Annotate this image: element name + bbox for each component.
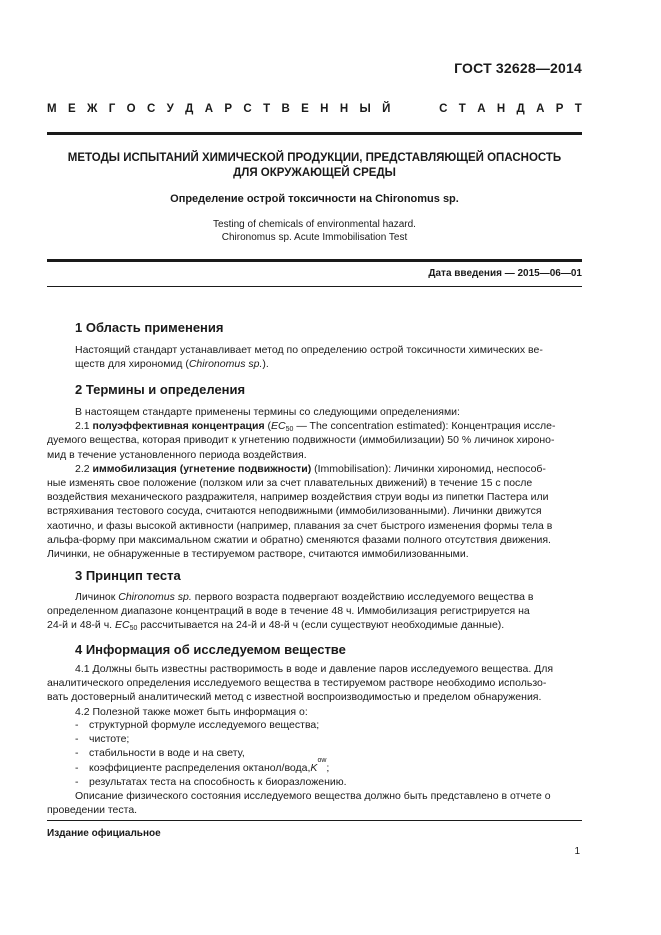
list-item-text: стабильности в воде и на свету, <box>89 747 245 760</box>
banner-letter: В <box>281 103 290 115</box>
section-3-text <box>47 590 582 633</box>
banner-letter: С <box>439 103 448 115</box>
s3-a1: Личинок <box>75 591 119 603</box>
title-line-1: МЕТОДЫ ИСПЫТАНИЙ ХИМИЧЕСКОЙ ПРОДУКЦИИ, ПРЕДСТАВЛЯЮЩЕЙ ОПАСНОСТЬ <box>67 152 562 164</box>
banner-letter: А <box>477 103 486 115</box>
date-rule <box>47 286 582 287</box>
english-title-line-1: Testing of chemicals of environmental hazard. <box>213 219 416 230</box>
interstate-standard-banner <box>47 103 582 115</box>
s2-term-2-line-7: Личинки, не обнаруженные в тестируемом растворе, считаются иммобилизованными. <box>47 548 469 561</box>
document-title <box>47 151 582 181</box>
english-title <box>47 218 582 244</box>
banner-letter: С <box>243 103 252 115</box>
list-item-text: коэффициенте распределения октанол/вода, <box>89 761 311 774</box>
banner-letter: Е <box>301 103 309 115</box>
banner-letter: А <box>536 103 545 115</box>
banner-letter: У <box>166 103 174 115</box>
s4-closing-line-1: Описание физического состояния исследуемого вещества должно быть представлено в отчете о <box>75 790 551 802</box>
standard-id: ГОСТ 32628—2014 <box>454 60 582 76</box>
banner-letter: Н <box>320 103 329 115</box>
banner-letter: Г <box>108 103 116 115</box>
s2-t2-rest1: (Immobilisation): Личинки хирономид, неспособ- <box>311 462 546 475</box>
banner-letter: Ж <box>86 103 98 115</box>
list-item <box>75 732 582 746</box>
s3-species: Chironomus sp. <box>118 591 192 603</box>
s2-term-1-line-2: дуемого вещества, которая приводит к угнетению подвижности (иммобилизации) 50 % личинок хироно- <box>47 434 555 447</box>
official-edition-label: Издание официальное <box>47 828 161 839</box>
banner-letter: О <box>126 103 136 115</box>
title-line-2: ДЛЯ ОКРУЖАЮЩЕЙ СРЕДЫ <box>233 167 396 179</box>
section-1-heading: 1 Область применения <box>75 320 224 335</box>
s2-term-2-line-1 <box>75 462 582 476</box>
list-item <box>75 775 582 789</box>
s4-closing-line-2: проведении теста. <box>47 804 138 817</box>
introduction-date: Дата введения — 2015—06—01 <box>428 268 582 279</box>
s3-line-2: определенном диапазоне концентраций в воде в течение 48 ч. Иммобилизация регистрируется на <box>47 605 530 618</box>
s2-t2-term: иммобилизация (угнетение подвижности) <box>92 462 312 475</box>
banner-letter: Д <box>185 103 194 115</box>
banner-letter: Т <box>458 103 466 115</box>
banner-letter: Н <box>339 103 349 115</box>
list-item-text: чистоте; <box>89 733 130 746</box>
list-dash: - <box>75 761 79 774</box>
kow-end: ; <box>326 761 330 774</box>
s4-p1-line-2: аналитического определения исследуемого вещества в тестируемом растворе необходимо использо- <box>47 677 547 690</box>
document-subtitle <box>47 193 582 205</box>
english-title-line-2: Chironomus sp. Acute Immobilisation Test <box>221 232 408 243</box>
s4-p2: 4.2 Полезной также может быть информация о: <box>75 705 308 718</box>
subtitle-prefix: Определение острой токсичности на <box>170 193 376 205</box>
s4-p1-line-1: 4.1 Должны быть известны растворимость в воде и давление паров исследуемого вещества. Для <box>75 663 554 675</box>
list-dash: - <box>75 747 79 760</box>
info-list <box>75 718 582 789</box>
s3-l3a: 24-й и 48-й ч. <box>47 619 116 632</box>
banner-gap <box>402 103 428 115</box>
section-1-text <box>75 343 582 371</box>
s2-t2-num: 2.2 <box>75 462 93 475</box>
list-dash: - <box>75 733 79 746</box>
s1-species: Chironomus sp. <box>188 358 263 371</box>
subtitle-species: Chironomus sp. <box>375 193 459 205</box>
list-item <box>75 718 582 732</box>
list-dash: - <box>75 775 79 788</box>
s3-ec: EC <box>115 619 130 632</box>
page-number: 1 <box>574 846 580 857</box>
s3-sub: 50 <box>129 625 138 633</box>
s2-t1-sub: 50 <box>285 426 294 434</box>
s2-t1-open: ( <box>264 420 272 433</box>
s2-term-2-line-5: хаотично, и фазы высокой активности (например, плавания за счет быстрого изменения формы тела в <box>47 519 553 532</box>
banner-letter: Т <box>574 103 582 115</box>
title-rule <box>47 259 582 262</box>
s1-line-1: Настоящий стандарт устанавливает метод по определению острой токсичности химических ве- <box>75 344 543 356</box>
s1-line-2-end: ). <box>262 358 269 371</box>
s2-term-2-line-3: воздействия механического раздражителя, например воздействия струи воды из пипетки Пастера или <box>47 491 549 504</box>
s2-term-1-line-3: мид в течение установленного периода воздействия. <box>47 448 307 461</box>
kow-sub: ow <box>317 756 327 764</box>
section-4-text <box>47 662 582 719</box>
banner-letter: Р <box>555 103 564 115</box>
footer-rule <box>47 820 582 821</box>
header-rule <box>47 132 582 135</box>
section-4-heading: 4 Информация об исследуемом веществе <box>75 642 346 657</box>
banner-letter: М <box>47 103 57 115</box>
list-item <box>75 746 582 760</box>
s3-line-1 <box>75 590 582 604</box>
banner-letter: Е <box>67 103 76 115</box>
s1-line-2-text: ществ для хирономид ( <box>75 358 189 371</box>
banner-letter: Д <box>516 103 525 115</box>
s4-p1-line-3: вать достоверный аналитический метод с известной воспроизводимостью и пределом обнаружения. <box>47 691 542 704</box>
kow-symbol: K <box>310 761 318 774</box>
banner-letter: Р <box>224 103 233 115</box>
list-item-text: структурной формуле исследуемого вещества; <box>89 719 320 731</box>
section-2-heading: 2 Термины и определения <box>75 382 246 397</box>
s2-t1-num: 2.1 <box>75 420 93 433</box>
s2-t1-ec: EC <box>271 420 286 433</box>
s2-term-2-line-4: встряхивания тестового сосуда, считаются неподвижными (иммобилизованными). Личинки движутся <box>47 505 542 518</box>
section-2-text <box>47 405 582 561</box>
list-item-text: результатах теста на способность к биоразложению. <box>89 775 347 788</box>
section-4-closing <box>47 789 582 817</box>
s1-line-2 <box>75 357 582 371</box>
banner-letter: Й <box>382 103 391 115</box>
banner-letter: А <box>204 103 214 115</box>
s2-intro: В настоящем стандарте применены термины со следующими определениями: <box>75 406 460 418</box>
list-dash: - <box>75 719 79 731</box>
s2-term-1-line-1 <box>75 419 582 433</box>
s3-a2: первого возраста подвергают воздействию исследуемого вещества в <box>191 591 534 603</box>
banner-letter: Н <box>496 103 506 115</box>
banner-letter: С <box>146 103 156 115</box>
section-3-heading: 3 Принцип теста <box>75 568 181 583</box>
list-item <box>75 756 582 775</box>
banner-letter: Ы <box>359 103 371 115</box>
s2-term-2-line-6: альфа-форму при максимальном сжатии и обратно) сменяются фазами полного отсутствия движения. <box>47 533 551 546</box>
s3-l3b: рассчитывается на 24-й и 48-й ч (если существуют необходимые данные). <box>137 619 505 632</box>
banner-letter: Т <box>263 103 271 115</box>
s2-t1-rest1: — The concentration estimated): Концентрация иссле- <box>293 420 556 433</box>
s2-term-2-line-2: ные изменять свое положение (ползком или за счет плавательных движений) в течение 15 с после <box>47 477 533 490</box>
s2-t1-term: полуэффективная концентрация <box>92 420 265 433</box>
s3-line-3 <box>47 618 582 632</box>
